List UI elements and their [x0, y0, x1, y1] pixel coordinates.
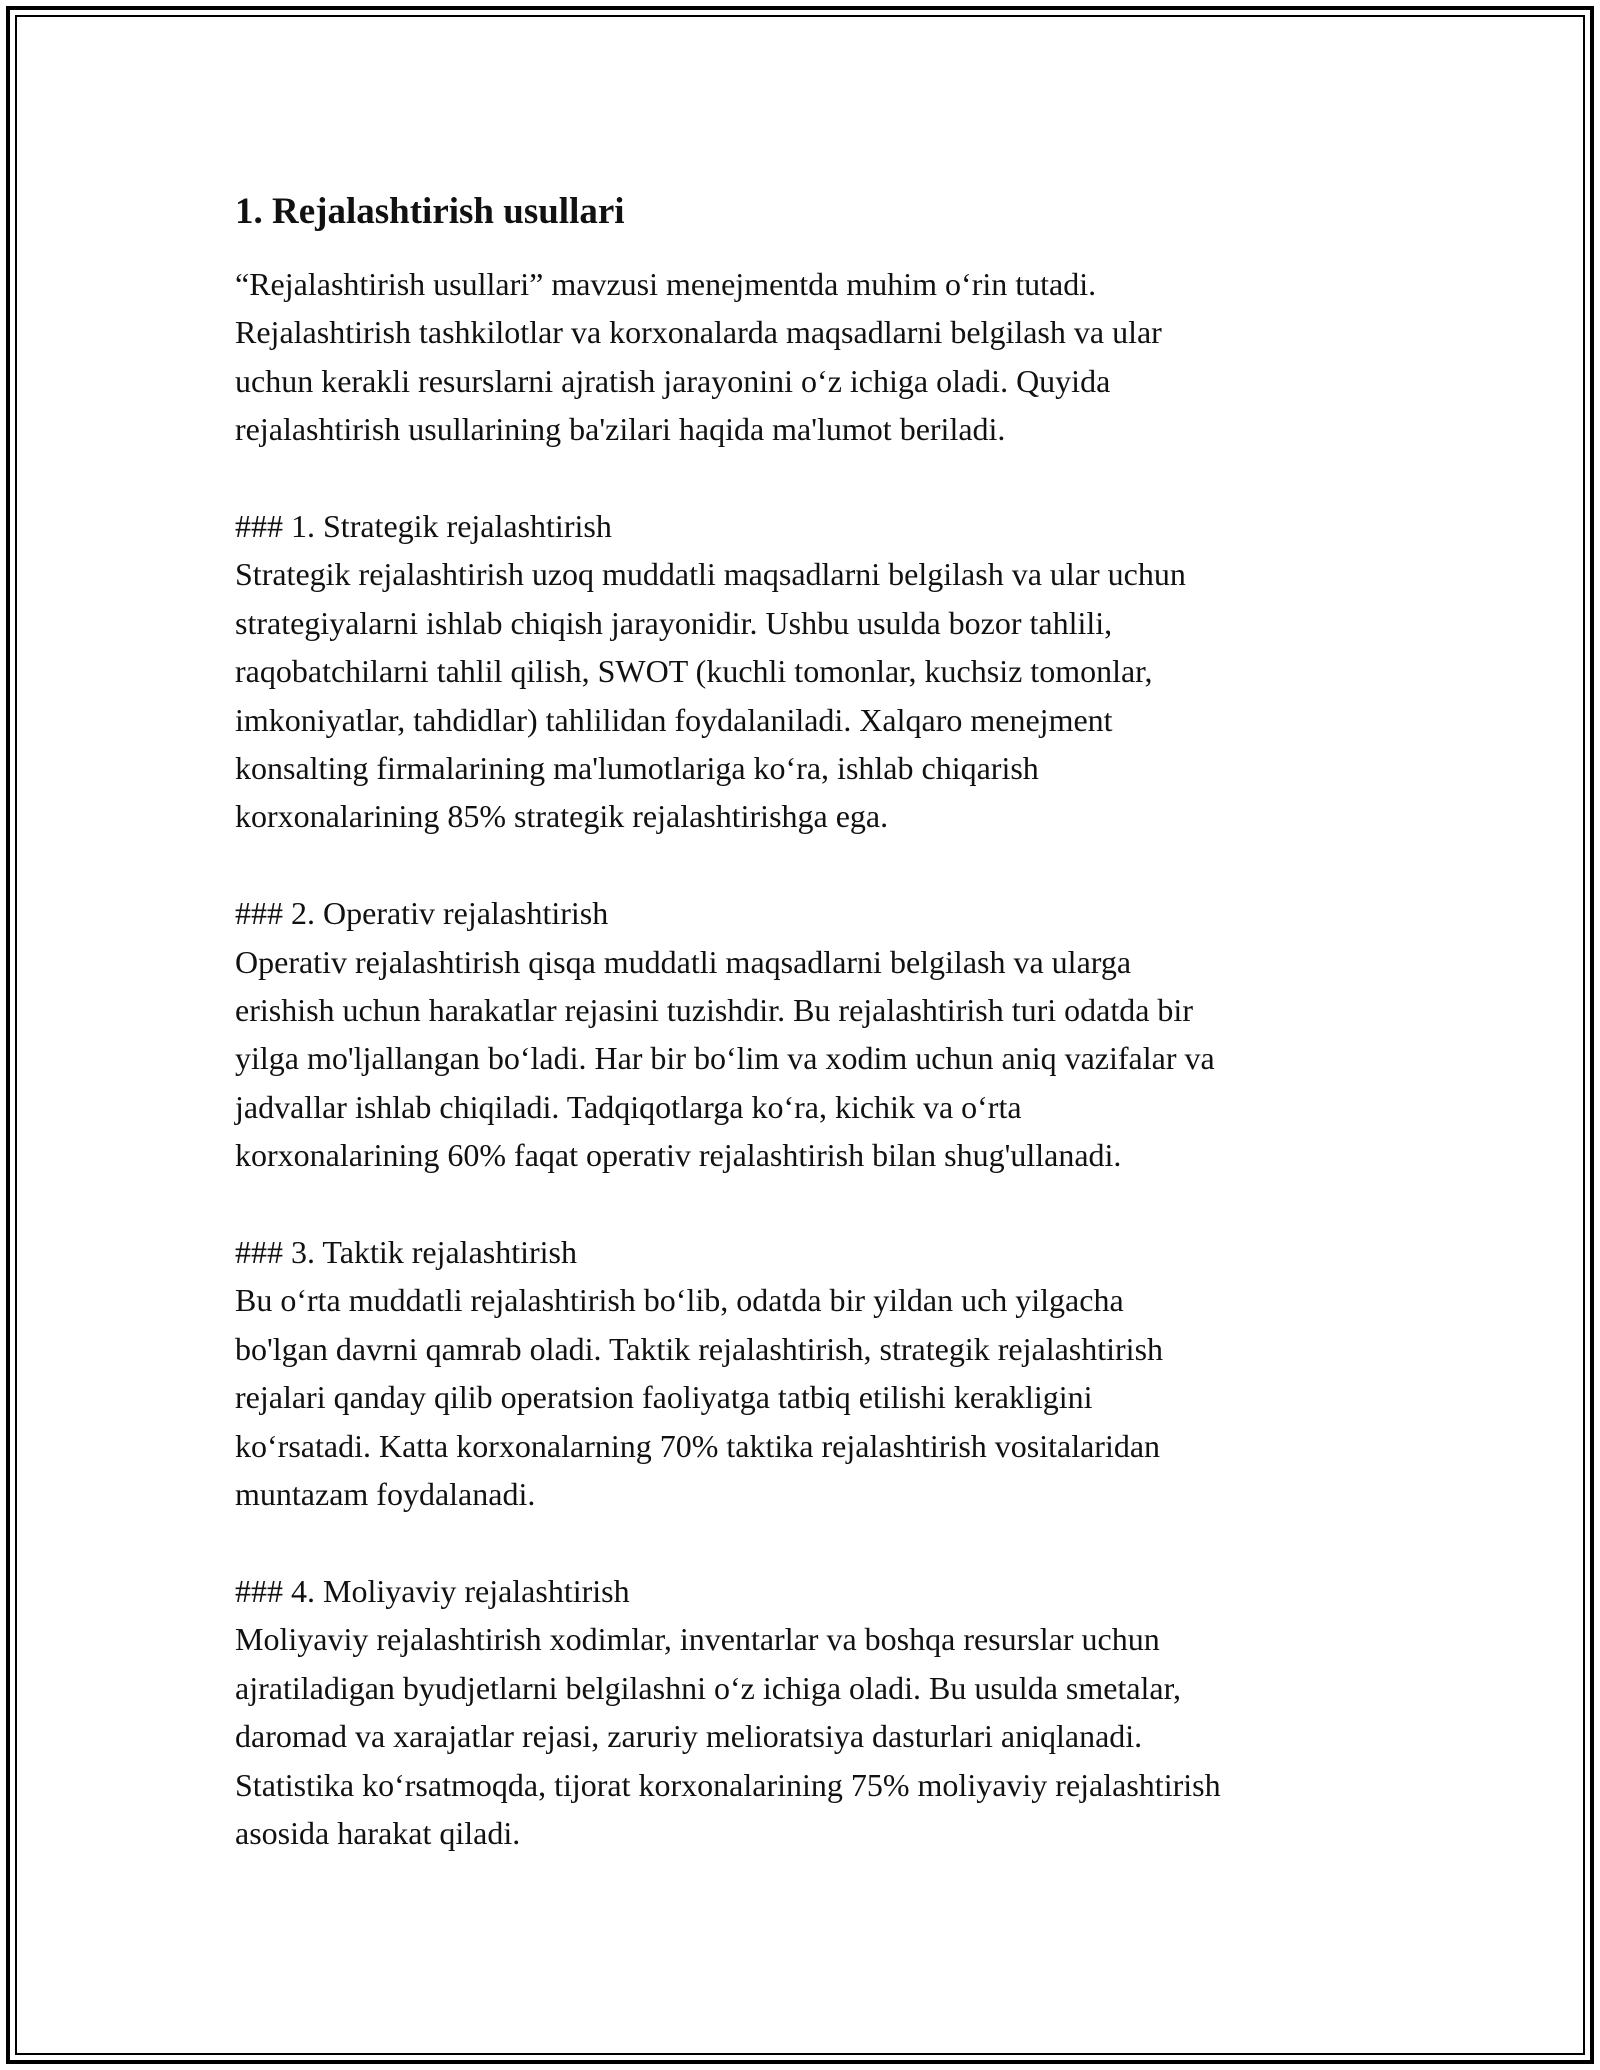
section-body: Operativ rejalashtirish qisqa muddatli maqsadlarni belgilash va ularga erishish uchun harakatlar rejasini tuzishdir. Bu rejalashtirish turi odatda bir yilga mo'ljallangan bo‘ladi. Har bir bo‘lim va xodim uchun aniq vazifalar va jadvallar ishlab chiqiladi. Tadqiqotlarga ko‘ra, kichik va o‘rta korxonalarining 60% faqat operativ rejalashtirish bilan shug'ullanadi.: [235, 943, 1215, 1174]
section-heading: ### 3. Taktik rejalashtirish: [235, 1234, 577, 1271]
intro-paragraph: “Rejalashtirish usullari” mavzusi menejmentda muhim o‘rin tutadi. Rejalashtirish tashkilotlar va korxonalarda maqsadlarni belgilash va ular uchun kerakli resurslarni ajratish jarayonini o‘z ichiga oladi. Quyida rejalashtirish usullarining ba'zilari haqida ma'lumot beriladi.: [235, 266, 1162, 448]
section-body: Moliyaviy rejalashtirish xodimlar, inventarlar va boshqa resurslar uchun ajratiladigan byudjetlarni belgilashni o‘z ichiga oladi. Bu usulda smetalar, daromad va xarajatlar rejasi, zaruriy melioratsiya dasturlari aniqlanadi. Statistika ko‘rsatmoqda, tijorat korxonalarining 75% moliyaviy rejalashtirish asosida harakat qiladi.: [235, 1621, 1221, 1851]
section-heading: ### 1. Strategik rejalashtirish: [235, 508, 612, 545]
section-strategik: [235, 502, 1415, 841]
section-heading: ### 4. Moliyaviy rejalashtirish: [235, 1572, 630, 1609]
document-title: 1. Rejalashtirish usullari: [235, 191, 625, 232]
section-body: Bu o‘rta muddatli rejalashtirish bo‘lib, odatda bir yildan uch yilgacha bo'lgan davrni qamrab oladi. Taktik rejalashtirish, strategik rejalashtirish rejalari qanday qilib operatsion faoliyatga tatbiq etilishi kerakligini ko‘rsatadi. Katta korxonalarning 70% taktika rejalashtirish vositalaridan muntazam foydalanadi.: [235, 1282, 1164, 1513]
section-heading: ### 2. Operativ rejalashtirish: [235, 895, 609, 932]
section-taktik: [235, 1228, 1415, 1518]
section-body: Strategik rejalashtirish uzoq muddatli maqsadlarni belgilash va ular uchun strategiyalarni ishlab chiqish jarayonidir. Ushbu usulda bozor tahlili, raqobatchilarni tahlil qilish, SWOT (kuchli tomonlar, kuchsiz tomonlar, imkoniyatlar, tahdidlar) tahlilidan foydalaniladi. Xalqaro menejment konsalting firmalarining ma'lumotlariga ko‘ra, ishlab chiqarish korxonalarining 85% strategik rejalashtirishga ega.: [235, 556, 1186, 835]
section-moliyaviy: [235, 1567, 1415, 1857]
document-body: [235, 188, 1415, 1857]
section-operativ: [235, 889, 1415, 1179]
